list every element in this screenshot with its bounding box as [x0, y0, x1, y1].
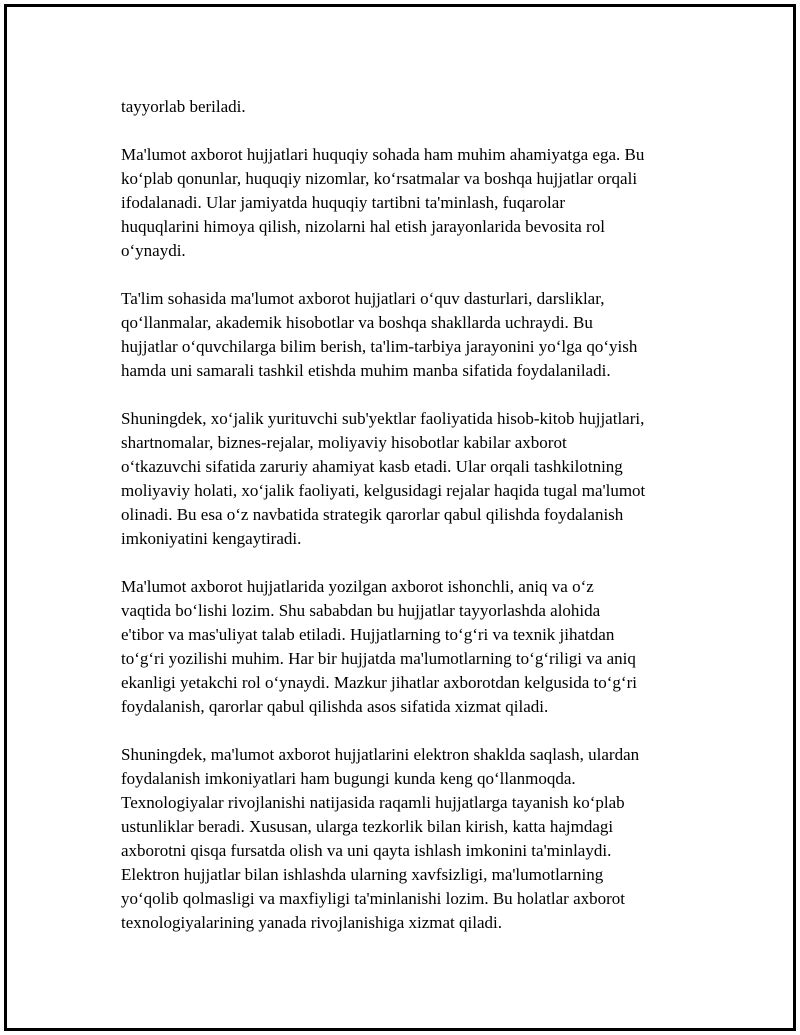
text-line: vaqtida bo‘lishi lozim. Shu sababdan bu hujjatlar tayyorlashda alohida [121, 601, 601, 620]
text-line: shartnomalar, biznes-rejalar, moliyaviy hisobotlar kabilar axborot [121, 433, 567, 452]
text-line: yo‘qolib qolmasligi va maxfiyligi ta'minlanishi lozim. Bu holatlar axborot [121, 889, 626, 908]
paragraph [121, 287, 696, 383]
text-line: o‘tkazuvchi sifatida zaruriy ahamiyat kasb etadi. Ular orqali tashkilotning [121, 457, 623, 476]
text-line: hujjatlar o‘quvchilarga bilim berish, ta'lim-tarbiya jarayonini yo‘lga qo‘yish [121, 337, 638, 356]
document-body [121, 95, 696, 959]
text-line: ustunliklar beradi. Xususan, ularga tezkorlik bilan kirish, katta hajmdagi [121, 817, 614, 836]
document-page [4, 4, 796, 1031]
paragraph [121, 407, 696, 551]
text-line: olinadi. Bu esa o‘z navbatida strategik qarorlar qabul qilishda foydalanish [121, 505, 624, 524]
text-line: imkoniyatini kengaytiradi. [121, 529, 302, 548]
text-line: ifodalanadi. Ular jamiyatda huquqiy tartibni ta'minlash, fuqarolar [121, 193, 565, 212]
text-line: Texnologiyalar rivojlanishi natijasida raqamli hujjatlarga tayanish ko‘plab [121, 793, 625, 812]
text-line: foydalanish imkoniyatlari ham bugungi kunda keng qo‘llanmoqda. [121, 769, 576, 788]
text-line: Ma'lumot axborot hujjatlarida yozilgan axborot ishonchli, aniq va o‘z [121, 577, 594, 596]
text-line: Ta'lim sohasida ma'lumot axborot hujjatlari o‘quv dasturlari, darsliklar, [121, 289, 605, 308]
text-line: Ma'lumot axborot hujjatlari huquqiy sohada ham muhim ahamiyatga ega. Bu [121, 145, 645, 164]
text-line: texnologiyalarining yanada rivojlanishiga xizmat qiladi. [121, 913, 502, 932]
text-line: Shuningdek, xo‘jalik yurituvchi sub'yektlar faoliyatida hisob-kitob hujjatlari, [121, 409, 645, 428]
text-line: ekanligi yetakchi rol o‘ynaydi. Mazkur jihatlar axborotdan kelgusida to‘g‘ri [121, 673, 637, 692]
text-line: Elektron hujjatlar bilan ishlashda ularning xavfsizligi, ma'lumotlarning [121, 865, 604, 884]
text-line: axborotni qisqa fursatda olish va uni qayta ishlash imkonini ta'minlaydi. [121, 841, 612, 860]
text-line: ko‘plab qonunlar, huquqiy nizomlar, ko‘rsatmalar va boshqa hujjatlar orqali [121, 169, 638, 188]
paragraph [121, 575, 696, 719]
paragraph [121, 95, 696, 119]
text-line: tayyorlab beriladi. [121, 97, 246, 116]
text-line: e'tibor va mas'uliyat talab etiladi. Hujjatlarning to‘g‘ri va texnik jihatdan [121, 625, 615, 644]
text-line: hamda uni samarali tashkil etishda muhim manba sifatida foydalaniladi. [121, 361, 611, 380]
paragraph [121, 743, 696, 935]
text-line: o‘ynaydi. [121, 241, 186, 260]
text-line: moliyaviy holati, xo‘jalik faoliyati, kelgusidagi rejalar haqida tugal ma'lumot [121, 481, 646, 500]
text-line: qo‘llanmalar, akademik hisobotlar va boshqa shakllarda uchraydi. Bu [121, 313, 593, 332]
text-line: foydalanish, qarorlar qabul qilishda asos sifatida xizmat qiladi. [121, 697, 549, 716]
text-line: Shuningdek, ma'lumot axborot hujjatlarini elektron shaklda saqlash, ulardan [121, 745, 640, 764]
text-line: to‘g‘ri yozilishi muhim. Har bir hujjatda ma'lumotlarning to‘g‘riligi va aniq [121, 649, 636, 668]
text-line: huquqlarini himoya qilish, nizolarni hal etish jarayonlarida bevosita rol [121, 217, 605, 236]
paragraph [121, 143, 696, 263]
